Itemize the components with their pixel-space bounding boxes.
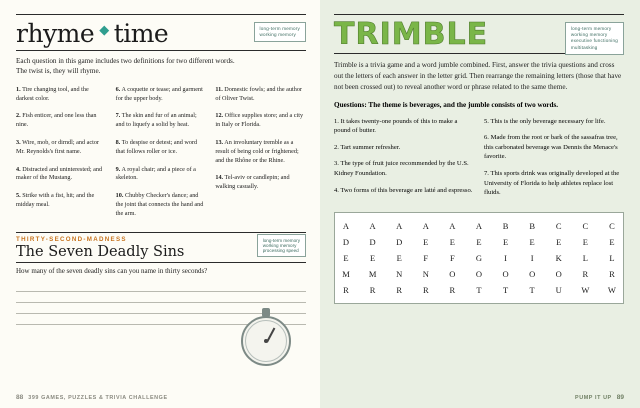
question-number: 3. — [16, 139, 21, 147]
stopwatch-pin — [264, 339, 268, 343]
chapter-title-footer: PUMP IT UP — [575, 394, 612, 401]
diamond-icon: ◆ — [99, 23, 109, 38]
question-column-2 — [116, 86, 207, 228]
question-number: 4. — [16, 165, 21, 173]
question-item — [116, 112, 207, 130]
grid-letter[interactable]: L — [582, 252, 588, 263]
question-number: 11. — [215, 85, 223, 93]
grid-letter[interactable]: E — [449, 236, 455, 247]
grid-letter[interactable]: W — [607, 284, 616, 295]
grid-letter[interactable]: E — [582, 236, 588, 247]
grid-letter[interactable]: R — [343, 284, 349, 295]
question-number: 1. — [334, 117, 339, 125]
question-number: 13. — [215, 139, 224, 147]
question-text: Wire, mob, or dirndl; and actor Mr. Reynolds's first name. — [16, 139, 99, 155]
right-page — [320, 0, 640, 408]
question-text: Strike with a fist, hit; and the midday meal. — [16, 192, 95, 209]
question-text: Made from the root or bark of the sassafras tree, this carbonated beverage was Dennis the Menace's favorite. — [484, 134, 618, 161]
grid-letter[interactable]: B — [529, 220, 535, 231]
letter-grid-row — [341, 253, 617, 263]
grid-letter[interactable]: A — [449, 220, 456, 231]
question-text: Domestic fowls; and the author of Oliver Twist. — [215, 85, 302, 102]
section-title: The Seven Deadly Sins — [16, 243, 185, 260]
question-item — [334, 117, 474, 136]
sub-rule-top — [16, 232, 306, 233]
question-text: To despise or detest; and word that follows roller or ice. — [115, 139, 198, 155]
right-footer — [334, 394, 624, 401]
question-number: 2. — [16, 112, 21, 120]
question-item — [16, 112, 107, 130]
skill-tags-secondary — [257, 234, 306, 257]
sub-rule-bottom — [16, 262, 306, 263]
grid-letter[interactable]: M — [368, 268, 377, 279]
grid-letter[interactable]: D — [342, 236, 350, 247]
skill-tag: working memory — [570, 32, 608, 38]
grid-letter[interactable]: E — [343, 252, 349, 263]
grid-letter[interactable]: G — [475, 252, 483, 263]
book-title-footer: 399 GAMES, PUZZLES & TRIVIA CHALLENGE — [28, 394, 168, 401]
question-text: Distracted and uninterested; and maker of the Mustang. — [16, 165, 103, 182]
grid-letter[interactable]: O — [475, 268, 483, 279]
question-heading: Questions: The theme is beverages, and the jumble consists of two words. — [334, 101, 559, 110]
question-text: An involuntary tremble as a result of being cold or frightened; and the Rhône or the Rhine. — [215, 139, 299, 164]
question-item — [334, 143, 474, 153]
right-question-column-2 — [484, 117, 624, 205]
grid-letter[interactable]: U — [555, 284, 562, 295]
grid-letter[interactable]: R — [369, 284, 376, 295]
question-item — [334, 186, 474, 196]
letter-grid-row — [341, 237, 617, 247]
question-item — [484, 169, 624, 198]
question-item — [116, 166, 207, 184]
question-number: 9. — [115, 165, 121, 173]
question-number: 1. — [16, 85, 21, 93]
question-item — [215, 139, 306, 165]
grid-letter[interactable]: A — [422, 220, 429, 231]
question-text: It takes twenty-one pounds of this to make a pound of butter. — [334, 117, 458, 135]
question-item — [215, 174, 306, 192]
title-rule-bottom — [16, 50, 306, 51]
question-number: 5. — [484, 117, 489, 125]
question-number: 6. — [484, 134, 489, 142]
right-page-title: TRIMBLE — [334, 17, 489, 52]
question-item — [215, 86, 306, 104]
question-item — [16, 192, 107, 210]
question-item — [116, 86, 207, 104]
question-text: The skin and fur of an animal; and to liquefy a solid by heat. — [115, 112, 197, 129]
question-item — [334, 159, 474, 178]
grid-letter[interactable]: I — [530, 252, 534, 263]
question-item — [484, 117, 624, 127]
question-item — [16, 139, 107, 157]
grid-letter[interactable]: E — [502, 236, 509, 247]
grid-letter[interactable]: K — [555, 252, 562, 263]
grid-letter[interactable]: T — [529, 284, 535, 295]
question-text: Tel-aviv or candlepin; and walking casually. — [215, 174, 290, 191]
section-intro: How many of the seven deadly sins can you name in thirty seconds? — [16, 266, 208, 275]
skill-tag: long-term memory — [259, 26, 300, 31]
letter-grid-row — [341, 269, 617, 279]
grid-letter[interactable]: C — [555, 220, 562, 231]
grid-letter[interactable]: T — [476, 284, 482, 295]
question-number: 6. — [115, 85, 121, 93]
letter-grid-row — [341, 221, 617, 231]
question-number: 10. — [115, 192, 124, 200]
question-number: 2. — [334, 143, 339, 151]
grid-letter[interactable]: E — [476, 236, 482, 247]
question-item — [116, 192, 207, 218]
question-text: Fish enticer, and one less than nine. — [16, 112, 97, 129]
grid-letter[interactable]: F — [450, 252, 455, 263]
grid-letter[interactable]: R — [449, 284, 456, 295]
question-number: 4. — [334, 186, 339, 194]
grid-letter[interactable]: R — [396, 284, 403, 295]
grid-letter[interactable]: E — [369, 252, 376, 263]
grid-letter[interactable]: T — [502, 284, 509, 295]
skill-tag: long-term memory — [570, 26, 612, 31]
grid-letter[interactable]: O — [555, 268, 562, 279]
question-item — [16, 86, 107, 104]
skill-tag: working memory — [259, 32, 297, 38]
grid-letter[interactable]: O — [529, 268, 536, 279]
question-column-3 — [215, 86, 306, 228]
grid-letter[interactable]: F — [423, 252, 429, 263]
stopwatch-icon — [238, 308, 294, 364]
grid-letter[interactable]: A — [396, 220, 403, 231]
grid-letter[interactable]: O — [502, 268, 509, 279]
skill-tags-right — [565, 22, 624, 55]
page-number-right: 89 — [616, 394, 624, 401]
letter-grid-row — [341, 285, 617, 295]
grid-letter[interactable]: A — [475, 220, 483, 231]
right-question-column-1 — [334, 117, 474, 205]
grid-letter[interactable]: R — [422, 284, 429, 295]
grid-letter[interactable]: R — [609, 268, 615, 279]
grid-letter[interactable]: D — [369, 236, 376, 247]
question-number: 7. — [115, 112, 121, 120]
question-text: This is the only beverage necessary for life. — [490, 117, 606, 125]
question-text: The type of fruit juice recommended by the U.S. Kidney Foundation. — [334, 160, 469, 178]
question-text: A coquette or tease; and garment for the upper body. — [115, 85, 203, 102]
skill-tag: executive functioning — [570, 38, 618, 44]
question-text: Tart summer refresher. — [340, 143, 401, 151]
skill-tag: working memory — [262, 242, 297, 248]
page-number-left: 88 — [16, 394, 24, 401]
grid-letter[interactable]: B — [502, 220, 509, 231]
grid-letter[interactable]: E — [396, 252, 402, 263]
question-number: 7. — [484, 170, 489, 178]
answer-line[interactable] — [16, 281, 306, 292]
skill-tag: long-term memory — [262, 237, 300, 243]
question-text: This sports drink was originally developed at the University of Florida to help athletes replace lost fluids. — [484, 170, 620, 197]
title-rule-top — [16, 14, 306, 15]
skill-tag: multitasking — [570, 44, 598, 50]
grid-letter[interactable]: E — [609, 236, 615, 247]
question-number: 5. — [16, 192, 21, 200]
question-text: A royal chair; and a piece of a skeleton. — [115, 165, 196, 182]
question-number: 12. — [215, 112, 224, 120]
grid-letter[interactable]: E — [556, 236, 562, 247]
letter-grid[interactable] — [334, 212, 624, 304]
question-text: Office supplies store; and a city in Italy or Florida. — [215, 112, 304, 129]
question-text: Two forms of this beverage are latté and espresso. — [340, 186, 473, 194]
section-kicker: THIRTY-SECOND-MADNESS — [16, 235, 127, 243]
question-number: 14. — [215, 174, 224, 182]
grid-letter[interactable]: N — [422, 268, 429, 279]
grid-letter[interactable]: N — [396, 268, 403, 279]
game-intro: Each question in this game includes two definitions for two different words. The twist is, they will rhyme. — [16, 57, 235, 76]
question-number: 3. — [334, 160, 339, 168]
question-columns — [16, 86, 306, 228]
question-item — [116, 139, 207, 157]
question-item — [215, 112, 306, 130]
question-column-1 — [16, 86, 107, 228]
grid-letter[interactable]: E — [423, 236, 429, 247]
page-title-text-2: time — [113, 19, 169, 48]
question-text: Chubby Checker's dance; and the joint that connects the hand and the arm. — [115, 192, 204, 217]
question-item — [484, 133, 624, 162]
right-game-intro: Trimble is a trivia game and a word jumble combined. First, answer the trivia questions and cross out the letters of each answer in the letter grid. Then rearrange the remaining letters (those that have not been crossed out) to reveal another word or phrase related to the same theme. — [334, 61, 622, 91]
grid-letter[interactable]: C — [609, 220, 615, 231]
grid-letter[interactable]: M — [342, 268, 350, 279]
page-title-text-1: rhyme — [16, 19, 95, 48]
grid-letter[interactable]: R — [582, 268, 589, 279]
skill-tag: processing speed — [262, 247, 299, 253]
grid-letter[interactable]: I — [504, 252, 507, 263]
grid-letter[interactable]: E — [529, 236, 535, 247]
answer-line[interactable] — [16, 292, 306, 303]
grid-letter[interactable]: L — [609, 252, 615, 263]
left-footer — [16, 394, 306, 401]
grid-letter[interactable]: D — [396, 236, 403, 247]
question-text: Tire changing tool, and the darkest color. — [16, 85, 89, 102]
grid-letter[interactable]: A — [369, 220, 376, 231]
skill-tags-main — [254, 22, 306, 42]
grid-letter[interactable]: O — [449, 268, 456, 279]
right-question-columns — [334, 117, 624, 205]
right-title-rule-top — [334, 14, 624, 15]
question-number: 8. — [115, 139, 121, 147]
grid-letter[interactable]: W — [581, 284, 590, 295]
grid-letter[interactable]: C — [582, 220, 589, 231]
grid-letter[interactable]: A — [342, 220, 350, 231]
question-item — [16, 166, 107, 184]
